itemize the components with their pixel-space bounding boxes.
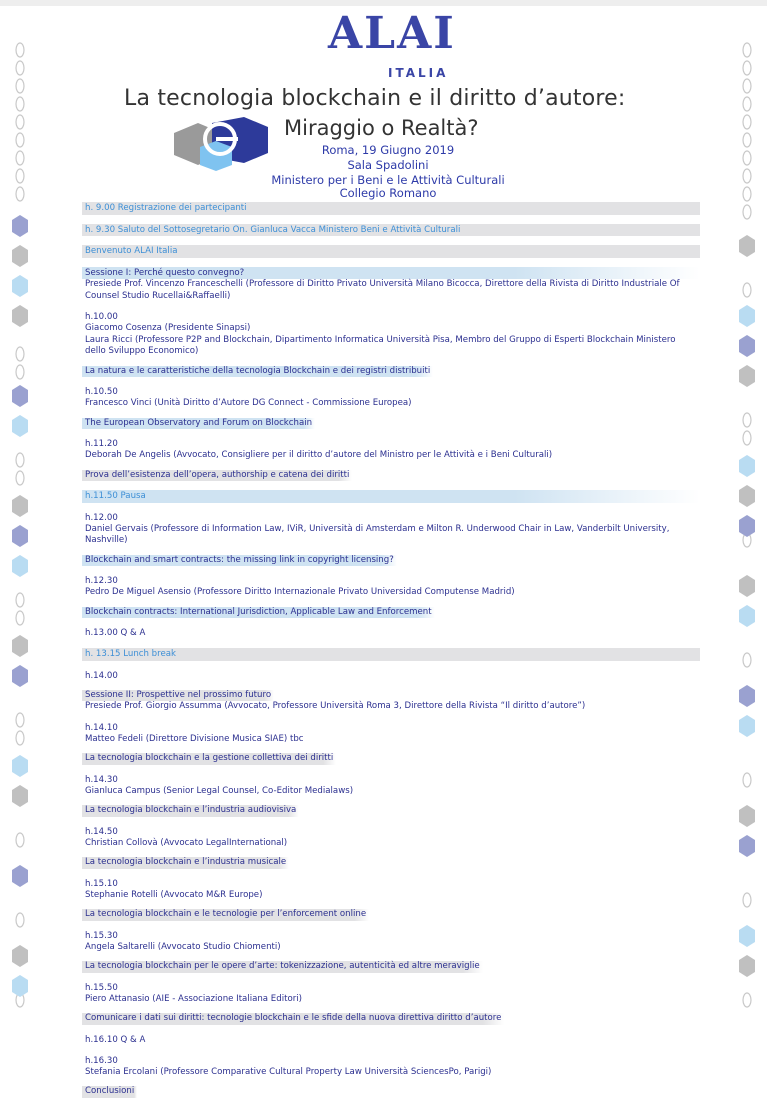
talk-topic: The European Observatory and Forum on Blockchain — [82, 418, 315, 430]
slot-1510 — [82, 878, 700, 921]
alai-logo: ALAI — [328, 8, 456, 59]
header — [0, 0, 767, 200]
time-label: h.15.50 — [85, 982, 118, 993]
time-label: h.15.10 — [85, 878, 118, 889]
talk-topic: La tecnologia blockchain e l’industria audiovisiva — [82, 805, 299, 817]
talk-topic: Blockchain contracts: International Jurisdiction, Applicable Law and Enforcement — [82, 607, 435, 619]
speaker-fedeli: Matteo Fedeli (Direttore Divisione Musica SIAE) tbc — [85, 733, 304, 744]
time-label: h.14.10 — [85, 722, 118, 733]
time-label: h.10.50 — [85, 387, 118, 397]
time-label: h.14.50 — [85, 826, 118, 837]
talk-topic: La tecnologia blockchain per le opere d’arte: tokenizzazione, autenticità ed altre meraviglie — [82, 961, 483, 973]
agenda-qa-2: h.16.10 Q & A — [85, 1034, 146, 1045]
slot-1550 — [82, 982, 700, 1025]
agenda — [82, 202, 700, 1107]
speaker-collova: Christian Collovà (Avvocato LegalInternational) — [85, 837, 288, 848]
speaker-ercolani: Stefania Ercolani (Professore Comparative Cultural Property Law Università SciencesPo, Parigi) — [85, 1066, 492, 1077]
agenda-greeting: h. 9.30 Saluto del Sottosegretario On. Gianluca Vacca Ministero Beni e Attività Culturali — [82, 224, 700, 237]
talk-topic: La tecnologia blockchain e le tecnologie per l’enforcement online — [82, 909, 369, 921]
slot-1200 — [82, 512, 700, 567]
speaker-gervais: Daniel Gervais (Professore di Information Law, IViR, Università di Amsterdam e Milton R. Underwood Chair in Law, Vanderbilt University, Nashville) — [85, 523, 670, 545]
agenda-registration: h. 9.00 Registrazione dei partecipanti — [82, 202, 700, 215]
slot-1120 — [82, 438, 700, 481]
time-label: h.10.00 — [85, 312, 118, 322]
page-title-line1: La tecnologia blockchain e il diritto d’autore: — [124, 86, 626, 111]
slot-1400 — [82, 670, 700, 713]
slot-1050 — [82, 386, 700, 429]
page-title-line2: Miraggio o Realtà? — [284, 116, 479, 140]
speaker-deangelis: Deborah De Angelis (Avvocato, Consigliere per il diritto d’autore del Ministro per le Attività e i Beni Culturali) — [85, 450, 553, 460]
agenda-pausa: h.11.50 Pausa — [82, 490, 700, 503]
alai-logo-subtitle: ITALIA — [388, 66, 449, 80]
event-room: Sala Spadolini — [347, 158, 429, 172]
event-ministry: Ministero per i Beni e le Attività Culturali — [271, 173, 505, 187]
slot-1000 — [82, 311, 700, 377]
speaker-rotelli: Stephanie Rotelli (Avvocato M&R Europe) — [85, 889, 263, 900]
time-label: h.12.00 — [85, 512, 118, 523]
event-venue: Collegio Romano — [339, 186, 437, 200]
slot-1450 — [82, 826, 700, 869]
talk-topic: La natura e le caratteristiche della tecnologia Blockchain e dei registri distribuiti — [82, 366, 433, 378]
speaker-attanasio: Piero Attanasio (AIE - Associazione Italiana Editori) — [85, 993, 302, 1004]
time-label: h.16.30 — [85, 1055, 118, 1066]
time-label: h.12.30 — [85, 576, 118, 586]
talk-topic: Comunicare i dati sui diritti: tecnologie blockchain e le sfide della nuova direttiva diritto d’autore — [82, 1013, 504, 1025]
speaker-cosenza: Giacomo Cosenza (Presidente Sinapsi) — [85, 323, 251, 333]
talk-topic: La tecnologia blockchain e l’industria musicale — [82, 857, 289, 869]
session-1-chair: Presiede Prof. Vincenzo Franceschelli (Professore di Diritto Privato Università Milano Bicocca, Direttore della Rivista di Diritto Industriale Of Counsel Studio Rucellai&Raffaelli) — [85, 279, 680, 301]
time-label: h.15.30 — [85, 930, 118, 941]
speaker-campus: Gianluca Campus (Senior Legal Counsel, Co-Editor Medialaws) — [85, 785, 354, 796]
time-label: h.14.00 — [85, 670, 118, 681]
session-2-title: Sessione II: Prospettive nel prossimo futuro — [82, 690, 274, 702]
agenda-welcome: Benvenuto ALAI Italia — [82, 245, 700, 258]
time-label: h.11.20 — [85, 439, 118, 449]
session-1-title: Sessione I: Perché questo convegno? — [82, 267, 700, 280]
slot-1430 — [82, 774, 700, 817]
event-date: Roma, 19 Giugno 2019 — [321, 143, 455, 157]
slot-1230 — [82, 575, 700, 618]
agenda-qa-1: h.13.00 Q & A — [85, 628, 146, 638]
agenda-lunch: h. 13.15 Lunch break — [82, 648, 700, 661]
talk-topic: Prova dell’esistenza dell’opera, authorship e catena dei diritti — [82, 470, 352, 482]
session-1 — [82, 267, 700, 303]
talk-topic: La tecnologia blockchain e la gestione collettiva dei diritti — [82, 753, 336, 765]
speaker-vinci: Francesco Vinci (Unità Diritto d’Autore DG Connect - Commissione Europea) — [85, 398, 412, 408]
speaker-saltarelli: Angela Saltarelli (Avvocato Studio Chiomenti) — [85, 941, 281, 952]
talk-topic: Blockchain and smart contracts: the missing link in copyright licensing? — [82, 555, 397, 567]
slot-1530 — [82, 930, 700, 973]
session-2-chair: Presiede Prof. Giorgio Assumma (Avvocato, Professore Università Roma 3, Direttore della Rivista “Il diritto d’autore”) — [85, 701, 586, 711]
speaker-demiguel: Pedro De Miguel Asensio (Professore Diritto Internazionale Privato Universidad Computense Madrid) — [85, 587, 515, 597]
slot-1410 — [82, 722, 700, 765]
conclusioni: Conclusioni — [82, 1086, 137, 1098]
slot-1630 — [82, 1055, 700, 1098]
speaker-ricci: Laura Ricci (Professore P2P and Blockchain, Dipartimento Informatica Università Pisa, Membro del Gruppo di Esperti Blockchain Ministero dello Sviluppo Economico) — [85, 334, 676, 356]
time-label: h.14.30 — [85, 774, 118, 785]
